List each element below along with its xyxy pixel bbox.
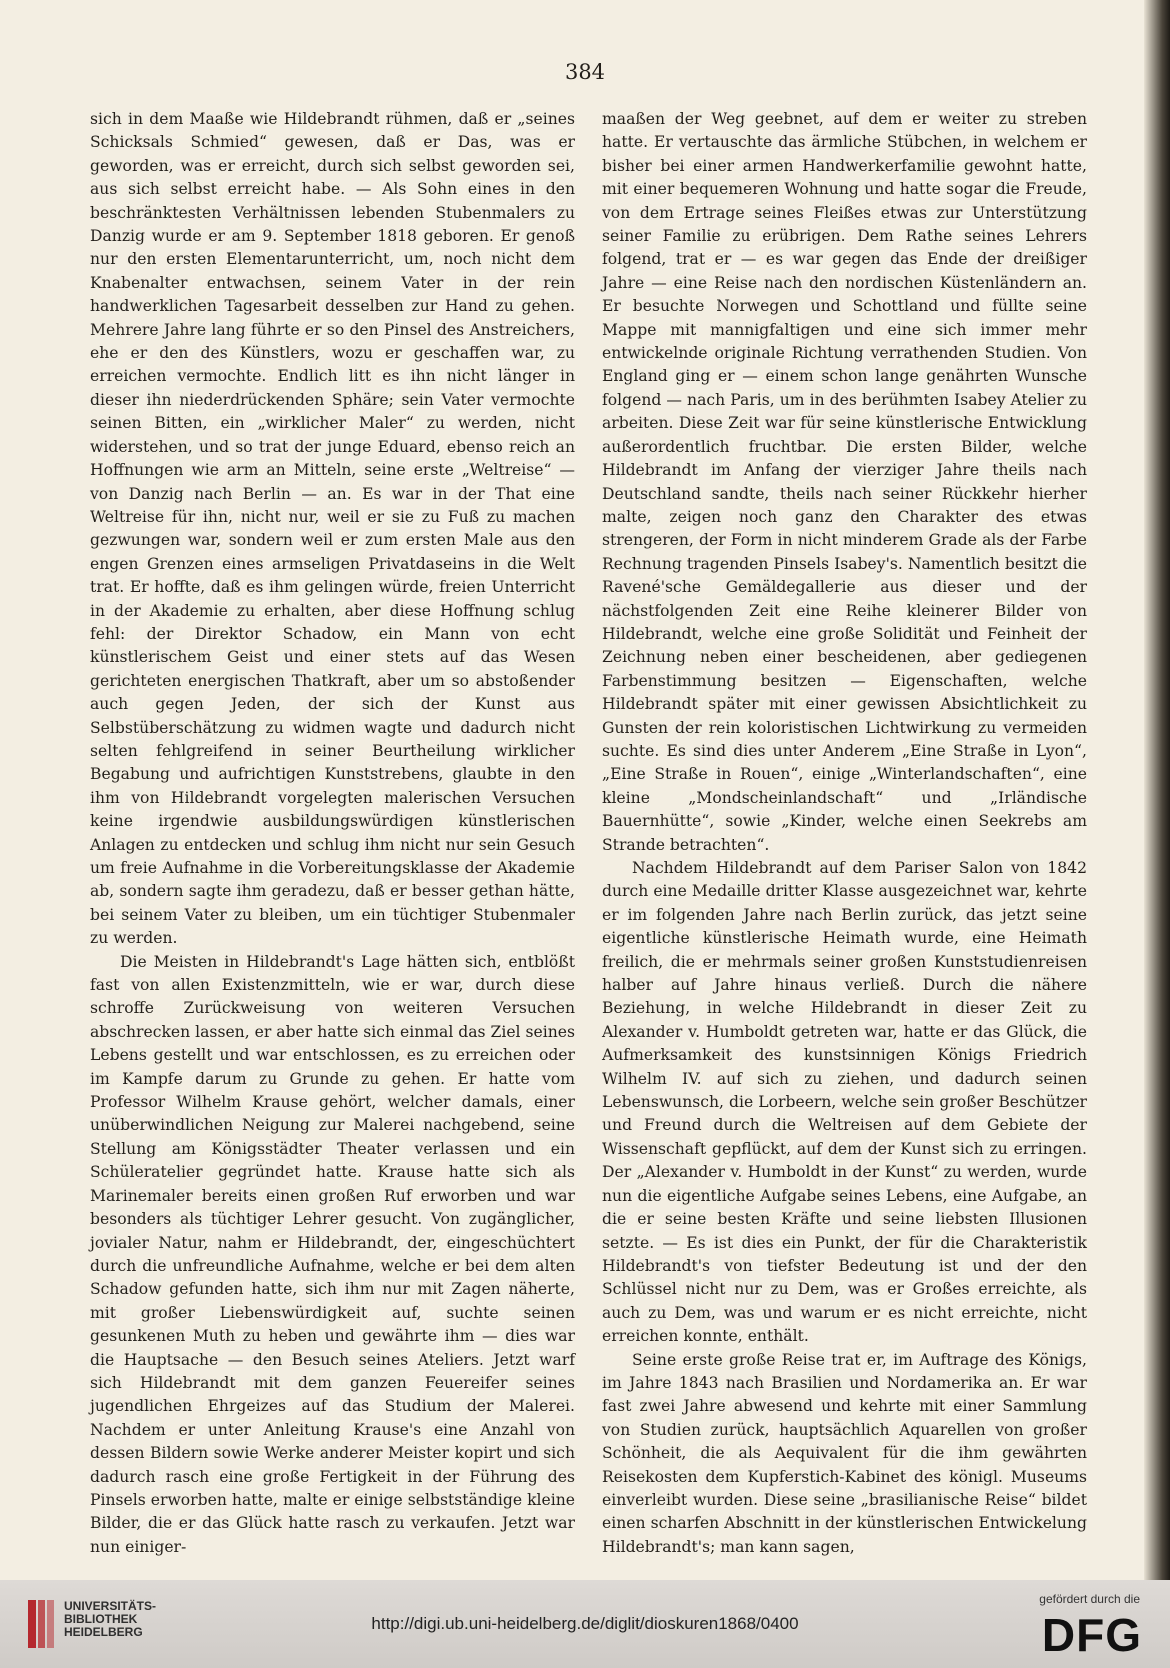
paragraph: maaßen der Weg geebnet, auf dem er weiter zu streben hatte. Er vertauschte das ärmliche Stübchen, in welchem er bisher bei einer armen Handwerkerfamilie gewohnt hatte, mit einer bequemeren Wohnung und hatte sogar die Freude, von dem Ertrage seines Fleißes etwas zur Unterstützung seiner Familie zu erübrigen. Dem Rathe seines Lehrers folgend, trat er — es war gegen das Ende der dreißiger Jahre — eine Reise nach den nordischen Küstenländern an. Er besuchte Norwegen und Schottland und füllte seine Mappe mit mannigfaltigen und eine sich immer mehr entwickelnde originale Richtung verrathenden Studien. Von England ging er — einem schon lange genährten Wunsche folgend — nach Paris, um in des berühmten Isabey Atelier zu arbeiten. Diese Zeit war für seine künstlerische Entwicklung außerordentlich fruchtbar. Die ersten Bilder, welche Hildebrandt im Anfang der vierziger Jahre theils nach Deutschland sandte, theils nach seiner Rückkehr hierher malte, zeigen noch ganz den Charakter des etwas strengeren, der Form in nicht minderem Grade als der Farbe Rechnung tragenden Pinsels Isabey's. Namentlich besitzt die Ravené'sche Gemäldegallerie aus dieser und der nächstfolgenden Zeit eine Reihe kleinerer Bilder von Hildebrandt, welche eine große Solidität und Feinheit der Zeichnung neben einer bescheidenen, aber gediegenen Farbenstimmung besitzen — Eigenschaften, welche Hildebrandt später mit einer gewissen Absichtlichkeit zu Gunsten der rein koloristischen Lichtwirkung zu vermeiden suchte. Es sind dies unter Anderem „Eine Straße in Lyon“, „Eine Straße in Rouen“, einige „Winterlandschaften“, eine kleine „Mondscheinlandschaft“ und „Irländische Bauernhütte“, sowie „Kinder, welche einen Seekrebs am Strande betrachten“. bbox=[602, 110, 1087, 854]
institution-line: UNIVERSITÄTS- bbox=[64, 1599, 157, 1613]
paragraph: Nachdem Hildebrandt auf dem Pariser Salon von 1842 durch eine Medaille dritter Klasse ausgezeichnet war, kehrte er im folgenden Jahre nach Berlin zurück, das jetzt seine eigentliche künstlerische Heimath wurde, eine Heimath freilich, die er mehrmals seiner großen Kunststudienreisen halber auf Jahre hinaus verließ. Durch die nähere Beziehung, in welche Hildebrandt in dieser Zeit zu Alexander v. Humboldt getreten war, hatte er das Glück, die Aufmerksamkeit des kunstsinnigen Königs Friedrich Wilhelm IV. auf sich zu ziehen, und dadurch seinen Lebenswunsch, die Lorbeern, welche sein großer Beschützer und Freund durch die Weltreisen auf dem Gebiete der Wissenschaft gepflückt, auf dem der Kunst sich zu erringen. Der „Alexander v. Humboldt in der Kunst“ zu werden, wurde nun die eigentliche Aufgabe seines Lebens, eine Aufgabe, an die er seine besten Kräfte und seine liebsten Illusionen setzte. — Es ist dies ein Punkt, der für die Charakteristik Hildebrandt's von tiefster Bedeutung ist und der den Schlüssel nicht nur zu Dem, was er Großes erreichte, als auch zu Dem, was und warum er es nicht erreichte, nicht erreichen konnte, enthält. bbox=[602, 859, 1087, 1346]
institution-line: HEIDELBERG bbox=[64, 1625, 143, 1639]
right-column bbox=[602, 108, 1087, 1556]
book-edge-shadow bbox=[1144, 0, 1170, 1580]
left-column bbox=[90, 108, 575, 1556]
permalink-url[interactable]: http://digi.ub.uni-heidelberg.de/diglit/dioskuren1868/0400 bbox=[371, 1614, 799, 1633]
dfg-logo: DFG bbox=[1041, 1609, 1142, 1661]
institution-line: BIBLIOTHEK bbox=[64, 1612, 138, 1626]
page-number: 384 bbox=[564, 60, 606, 84]
paragraph: sich in dem Maaße wie Hildebrandt rühmen, daß er „seines Schicksals Schmied“ gewesen, daß er Das, was er geworden, was er erreicht, durch sich selbst geworden sei, aus sich selbst erreicht habe. — Als Sohn eines in den beschränktesten Verhältnissen lebenden Stubenmalers zu Danzig wurde er am 9. September 1818 geboren. Er genoß nur den ersten Elementarunterricht, um, noch nicht dem Knabenalter entwachsen, seinem Vater in der rein handwerklichen Tagesarbeit desselben zur Hand zu gehen. Mehrere Jahre lang führte er so den Pinsel des Anstreichers, ehe er den des Künstlers, wozu er geschaffen war, zu erreichen vermochte. Endlich litt es ihn nicht länger in dieser ihn niederdrückenden Sphäre; sein Vater vermochte seinen Bitten, ein „wirklicher Maler“ zu werden, nicht widerstehen, und so trat der junge Eduard, ebenso reich an Hoffnungen wie arm an Mitteln, seine erste „Weltreise“ — von Danzig nach Berlin — an. Es war in der That eine Weltreise für ihn, nicht nur, weil er sie zu Fuß zu machen gezwungen war, sondern weil er zum ersten Male aus den engen Grenzen eines armseligen Privatdaseins in die Welt trat. Er hoffte, daß es ihm gelingen würde, freien Unterricht in der Akademie zu erhalten, aber diese Hoffnung schlug fehl: der Direktor Schadow, ein Mann von echt künstlerischem Geist und einer stets auf das Wesen gerichteten energischen Thatkraft, aber um so abstoßender auch gegen Jeden, der sich der Kunst aus Selbstüberschätzung zu widmen wagte und dadurch nicht selten fehlgreifend in seiner Beurtheilung wirklicher Begabung und aufrichtigen Kunststrebens, glaubte in den ihm von Hildebrandt vorgelegten malerischen Versuchen keine irgendwie ausbildungswürdigen künstlerischen Anlagen zu entdecken und schlug ihm nicht nur sein Gesuch um freie Aufnahme in die Vorbereitungsklasse der Akademie ab, sondern sagte ihm geradezu, daß er besser gethan hätte, bei seinem Vater zu bleiben, um ein tüchtiger Stubenmaler zu werden. bbox=[90, 110, 575, 948]
paragraph: Seine erste große Reise trat er, im Auftrage des Königs, im Jahre 1843 nach Brasilien und Nordamerika an. Er war fast zwei Jahre abwesend und kehrte mit einer Sammlung von Studien zurück, hauptsächlich Aquarellen von großer Schönheit, die als Aequivalent für die ihm gewährten Reisekosten dem Kupferstich-Kabinet des königl. Museums einverleibt wurden. Diese seine „brasilianische Reise“ bildet einen scharfen Abschnitt in der künstlerischen Entwickelung Hildebrandt's; man kann sagen, bbox=[602, 1350, 1087, 1556]
sponsor-text: gefördert durch die bbox=[1039, 1592, 1140, 1606]
viewer-footer bbox=[0, 1580, 1170, 1668]
paragraph: Die Meisten in Hildebrandt's Lage hätten sich, entblößt fast von allen Existenzmitteln, wie er war, durch diese schroffe Zurückweisung von weiteren Versuchen abschrecken lassen, er aber hatte sich einmal das Ziel seines Lebens gestellt und war entschlossen, es zu erreichen oder im Kampfe darum zu Grunde zu gehen. Er hatte vom Professor Wilhelm Krause gehört, welcher damals, einer unüberwindlichen Neigung zur Malerei nachgebend, seine Stellung am Königsstädter Theater verlassen und ein Schüleratelier gegründet hatte. Krause hatte sich als Marinemaler bereits einen großen Ruf erworben und war besonders als tüchtiger Lehrer gesucht. Von zugänglicher, jovialer Natur, nahm er Hildebrandt, der, eingeschüchtert durch die unfreundliche Aufnahme, welche er bei dem alten Schadow gefunden hatte, sich ihm nur mit Zagen näherte, mit großer Liebenswürdigkeit auf, suchte seinen gesunkenen Muth zu heben und gewährte ihm — dies war die Hauptsache — den Besuch seines Ateliers. Jetzt warf sich Hildebrandt mit dem ganzen Feuereifer seines jugendlichen Ehrgeizes auf das Studium der Malerei. Nachdem er unter Anleitung Krause's eine Anzahl von dessen Bildern sowie Werke anderer Meister kopirt und sich dadurch rasch eine große Fertigkeit in der Führung des Pinsels erworben hatte, malte er einige selbstständige kleine Bilder, die er das Glück hatte rasch zu verkaufen. Jetzt war nun einiger- bbox=[90, 952, 575, 1556]
